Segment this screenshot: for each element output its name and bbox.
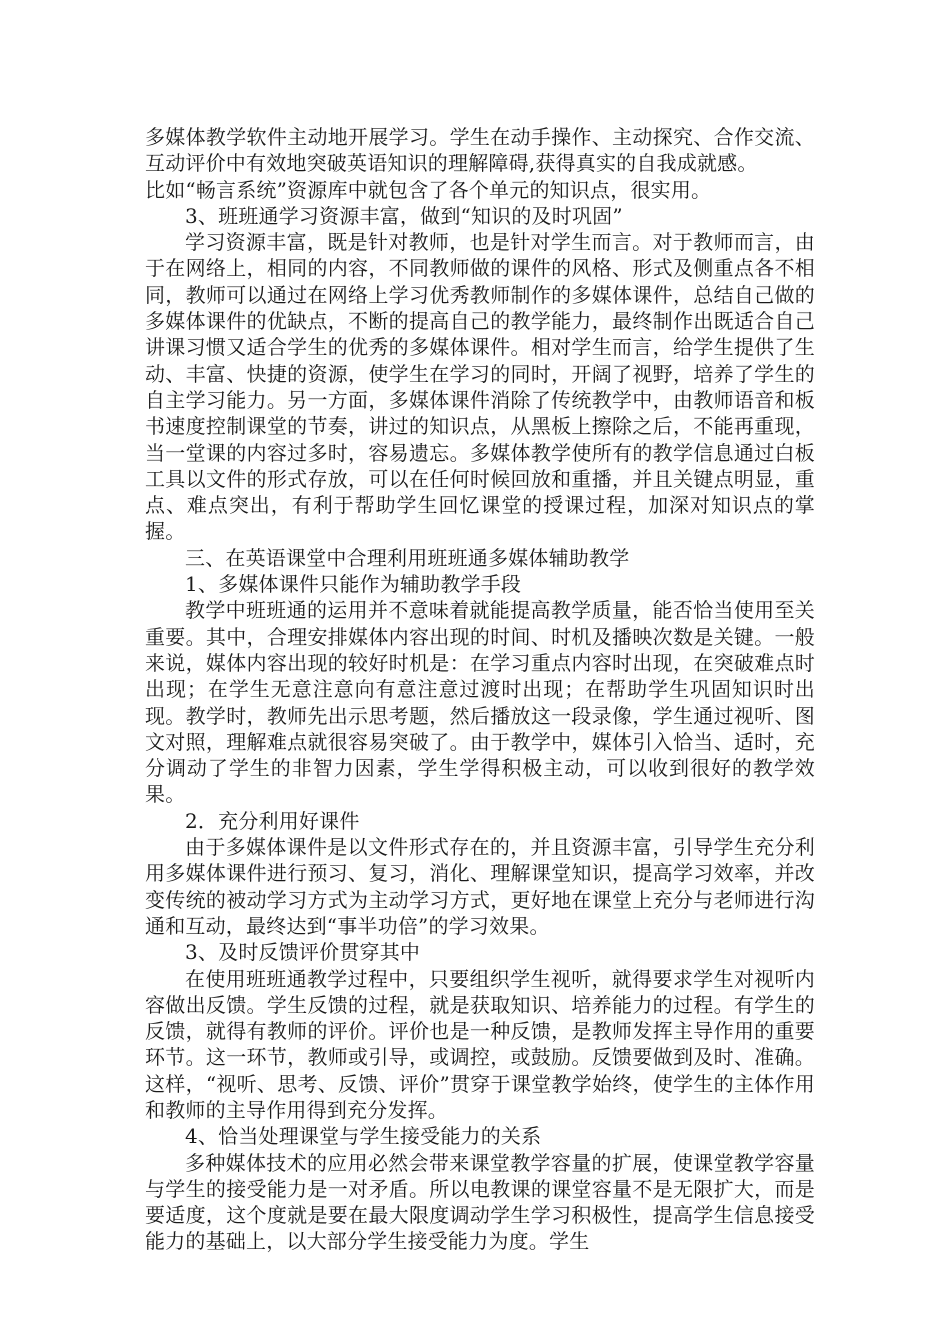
paragraph-1: 多媒体教学软件主动地开展学习。学生在动手操作、主动探究、合作交流、互动评价中有效地突破英语知识的理解障碍,获得真实的自我成就感。 bbox=[145, 125, 815, 176]
paragraph-courseware: 由于多媒体课件是以文件形式存在的，并且资源丰富，引导学生充分利用多媒体课件进行预习、复习，消化、理解课堂知识，提高学习效率，并改变传统的被动学习方式为主动学习方式，更好地在课堂上充分与老师进行沟通和互动，最终达到“事半功倍”的学习效果。 bbox=[145, 835, 815, 938]
section-heading-3: 三、在英语课堂中合理利用班班通多媒体辅助教学 bbox=[185, 545, 630, 570]
paragraph-2: 比如“畅言系统”资源库中就包含了各个单元的知识点，很实用。 bbox=[145, 177, 712, 202]
paragraph-capacity: 多种媒体技术的应用必然会带来课堂教学容量的扩展，使课堂教学容量与学生的接受能力是一对矛盾。所以电教课的课堂容量不是无限扩大，而是要适度，这个度就是要在最大限度调动学生学习积极性，提高学生信息接受能力的基础上，以大部分学生接受能力为度。学生 bbox=[145, 1150, 815, 1254]
paragraph-resources: 学习资源丰富，既是针对教师，也是针对学生而言。对于教师而言，由于在网络上，相同的内容，不同教师做的课件的风格、形式及侧重点各不相同，教师可以通过在网络上学习优秀教师制作的多媒体课件，总结自己做的多媒体课件的优缺点，不断的提高自己的教学能力，最终制作出既适合自己讲课习惯又适合学生的优秀的多媒体课件。相对学生而言，给学生提供了生动、丰富、快捷的资源，使学生在学习的同时，开阔了视野，培养了学生的自主学习能力。另一方面，多媒体课件消除了传统教学中，由教师语音和板书速度控制课堂的节奏，讲过的知识点，从黑板上擦除之后，不能再重现，当一堂课的内容过多时，容易遗忘。多媒体教学使所有的教学信息通过白板工具以文件的形式存放，可以在任何时候回放和重播，并且关键点明显，重点、难点突出，有利于帮助学生回忆课堂的授课过程，加深对知识点的掌握。 bbox=[145, 230, 815, 544]
heading-1-auxiliary: 1、多媒体课件只能作为辅助教学手段 bbox=[185, 572, 522, 597]
heading-3-feedback: 3、及时反馈评价贯穿其中 bbox=[185, 940, 421, 965]
paragraph-auxiliary: 教学中班班通的运用并不意味着就能提高教学质量，能否恰当使用至关重要。其中，合理安排媒体内容出现的时间、时机及播映次数是关键。一般来说，媒体内容出现的较好时机是：在学习重点内容时出现，在突破难点时出现；在学生无意注意向有意注意过渡时出现；在帮助学生巩固知识时出现。教学时，教师先出示思考题，然后播放这一段录像，学生通过视听、图文对照，理解难点就很容易突破了。由于教学中，媒体引入恰当、适时，充分调动了学生的非智力因素，学生学得积极主动，可以收到很好的教学效果。 bbox=[145, 598, 815, 807]
document-body bbox=[145, 124, 815, 1255]
paragraph-feedback: 在使用班班通教学过程中，只要组织学生视听，就得要求学生对视听内容做出反馈。学生反馈的过程，就是获取知识、培养能力的过程。有学生的反馈，就得有教师的评价。评价也是一种反馈，是教师发挥主导作用的重要环节。这一环节，教师或引导，或调控，或鼓励。反馈要做到及时、准确。这样，“视听、思考、反馈、评价”贯穿于课堂教学始终，使学生的主体作用和教师的主导作用得到充分发挥。 bbox=[145, 966, 815, 1122]
heading-4-capacity: 4、恰当处理课堂与学生接受能力的关系 bbox=[185, 1124, 542, 1149]
heading-3-resources: 3、班班通学习资源丰富，做到“知识的及时巩固” bbox=[185, 203, 623, 228]
heading-2-courseware: 2．充分利用好课件 bbox=[185, 808, 360, 833]
